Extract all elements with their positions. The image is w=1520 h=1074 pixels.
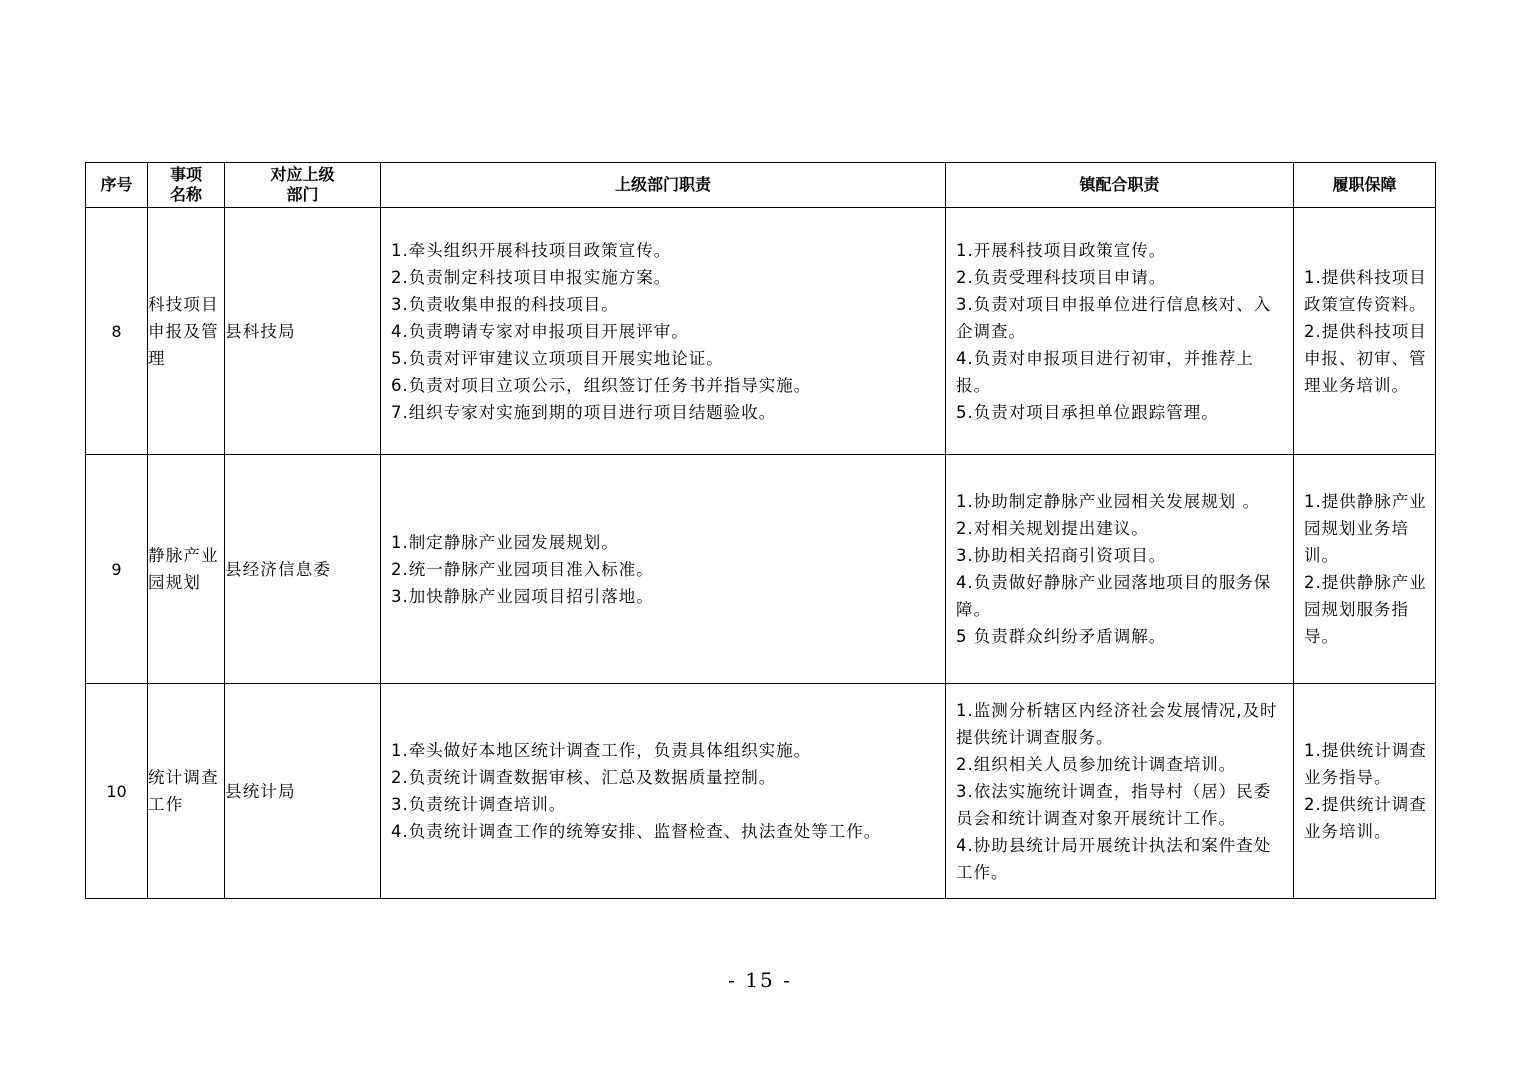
table-header-row (86, 163, 1436, 208)
duty-line: 1.监测分析辖区内经济社会发展情况,及时提供统计调查服务。 (956, 700, 1278, 747)
duty-line: 2.统一静脉产业园项目准入标准。 (391, 559, 654, 579)
page-number: - 15 - (728, 968, 792, 992)
duty-line: 5 负责群众纠纷矛盾调解。 (956, 627, 1167, 646)
header-town-duties: 镇配合职责 (946, 163, 1294, 208)
duty-line: 2.负责统计调查数据审核、汇总及数据质量控制。 (391, 768, 777, 787)
duty-line: 1.提供静脉产业园规划业务培训。 (1304, 492, 1427, 565)
row-number: 10 (86, 684, 148, 899)
duty-line: 1.牵头组织开展科技项目政策宣传。 (391, 240, 672, 260)
duty-line: 2.负责制定科技项目申报实施方案。 (391, 267, 672, 287)
row-guarantee (1294, 684, 1436, 899)
header-guarantee: 履职保障 (1294, 163, 1436, 208)
row-town-duties (946, 455, 1294, 684)
row-superior-duties (381, 455, 946, 684)
row-town-duties (946, 684, 1294, 899)
row-superior-duties (381, 684, 946, 899)
row-guarantee (1294, 208, 1436, 455)
row-number: 8 (86, 208, 148, 455)
duty-line: 2.提供统计调查业务培训。 (1304, 795, 1427, 841)
duty-line: 1.提供统计调查业务指导。 (1304, 741, 1427, 787)
row-item-name: 科技项目申报及管理 (148, 208, 225, 455)
duty-line: 2.负责受理科技项目申请。 (956, 267, 1167, 287)
row-town-duties (946, 208, 1294, 455)
row-item-name: 统计调查工作 (148, 684, 225, 899)
row-dept: 县统计局 (225, 684, 381, 899)
duty-line: 4.负责做好静脉产业园落地项目的服务保障。 (956, 573, 1272, 619)
duty-line: 2.提供静脉产业园规划服务指导。 (1304, 573, 1427, 646)
duty-line: 2.对相关规划提出建议。 (956, 519, 1149, 538)
duty-line: 2.组织相关人员参加统计调查培训。 (956, 754, 1237, 774)
table-row (86, 208, 1436, 455)
row-dept: 县科技局 (225, 208, 381, 455)
duty-line: 5.负责对项目承担单位跟踪管理。 (956, 402, 1219, 422)
row-guarantee (1294, 455, 1436, 684)
row-number: 9 (86, 455, 148, 684)
duty-line: 4.负责统计调查工作的统筹安排、监督检查、执法查处等工作。 (391, 822, 882, 841)
header-item-name: 事项 名称 (148, 163, 225, 208)
duty-line: 3.依法实施统计调查，指导村（居）民委员会和统计调查对象开展统计工作。 (956, 781, 1272, 828)
duty-line: 1.协助制定静脉产业园相关发展规划 。 (956, 492, 1260, 511)
duty-line: 6.负责对项目立项公示，组织签订任务书并指导实施。 (391, 375, 812, 395)
header-superior-duties: 上级部门职责 (381, 163, 946, 208)
duty-line: 2.提供科技项目申报、初审、管理业务培训。 (1304, 321, 1427, 395)
row-superior-duties (381, 208, 946, 455)
duty-table (85, 162, 1436, 899)
duty-line: 1.制定静脉产业园发展规划。 (391, 532, 619, 552)
duty-line: 1.提供科技项目政策宣传资料。 (1304, 267, 1427, 314)
duty-line: 4.负责对申报项目进行初审，并推荐上报。 (956, 348, 1254, 395)
duty-line: 7.组织专家对实施到期的项目进行项目结题验收。 (391, 402, 777, 422)
duty-line: 3.负责对项目申报单位进行信息核对、入企调查。 (956, 294, 1272, 341)
duty-line: 1.牵头做好本地区统计调查工作，负责具体组织实施。 (391, 741, 812, 760)
duty-line: 1.开展科技项目政策宣传。 (956, 240, 1167, 260)
duty-line: 3.负责统计调查培训。 (391, 795, 567, 814)
header-superior-dept: 对应上级 部门 (225, 163, 381, 208)
row-dept: 县经济信息委 (225, 455, 381, 684)
duty-line: 3.协助相关招商引资项目。 (956, 546, 1167, 565)
duty-line: 3.加快静脉产业园项目招引落地。 (391, 586, 654, 606)
duty-line: 3.负责收集申报的科技项目。 (391, 294, 619, 314)
row-item-name: 静脉产业园规划 (148, 455, 225, 684)
duty-line: 4.协助县统计局开展统计执法和案件查处工作。 (956, 835, 1272, 882)
duty-line: 5.负责对评审建议立项项目开展实地论证。 (391, 348, 724, 368)
table-row (86, 455, 1436, 684)
duty-line: 4.负责聘请专家对申报项目开展评审。 (391, 321, 689, 341)
header-serial: 序号 (86, 163, 148, 208)
table-row (86, 684, 1436, 899)
